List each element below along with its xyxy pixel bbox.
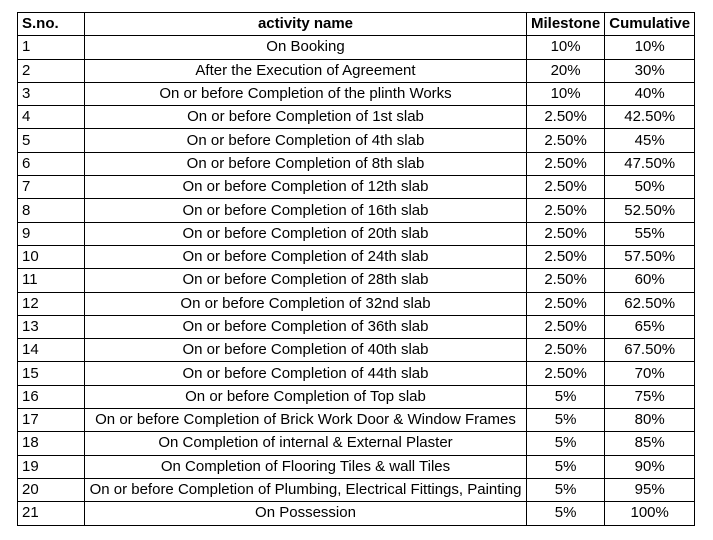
cell-activity-name: On or before Completion of Brick Work Door & Window Frames [85,409,527,432]
cell-cumulative: 42.50% [605,106,695,129]
cell-sno: 5 [18,129,85,152]
table-row [18,339,695,362]
cell-activity-name: On or before Completion of 32nd slab [85,292,527,315]
table-row [18,502,695,525]
cell-sno: 15 [18,362,85,385]
cell-cumulative: 70% [605,362,695,385]
cell-sno: 4 [18,106,85,129]
cell-cumulative: 52.50% [605,199,695,222]
table-row [18,478,695,501]
cell-cumulative: 80% [605,409,695,432]
cell-cumulative: 57.50% [605,245,695,268]
payment-schedule-sheet [17,12,695,526]
cell-cumulative: 45% [605,129,695,152]
cell-cumulative: 67.50% [605,339,695,362]
cell-sno: 2 [18,59,85,82]
cell-activity-name: On or before Completion of 1st slab [85,106,527,129]
cell-sno: 18 [18,432,85,455]
table-row [18,409,695,432]
cell-activity-name: On Booking [85,36,527,59]
cell-milestone: 5% [527,502,605,525]
cell-cumulative: 55% [605,222,695,245]
header-milestone: Milestone [527,13,605,36]
table-row [18,455,695,478]
table-row [18,245,695,268]
cell-activity-name: On or before Completion of 16th slab [85,199,527,222]
table-row [18,315,695,338]
table-body [18,36,695,525]
cell-sno: 8 [18,199,85,222]
cell-activity-name: On or before Completion of 24th slab [85,245,527,268]
cell-sno: 9 [18,222,85,245]
cell-milestone: 2.50% [527,222,605,245]
cell-cumulative: 60% [605,269,695,292]
table-row [18,129,695,152]
cell-milestone: 2.50% [527,292,605,315]
cell-sno: 10 [18,245,85,268]
cell-cumulative: 47.50% [605,152,695,175]
cell-milestone: 2.50% [527,176,605,199]
cell-sno: 1 [18,36,85,59]
cell-activity-name: On or before Completion of 44th slab [85,362,527,385]
header-row [18,13,695,36]
cell-cumulative: 10% [605,36,695,59]
cell-cumulative: 65% [605,315,695,338]
cell-milestone: 2.50% [527,199,605,222]
cell-cumulative: 50% [605,176,695,199]
cell-cumulative: 62.50% [605,292,695,315]
cell-sno: 6 [18,152,85,175]
table-row [18,292,695,315]
header-sno: S.no. [18,13,85,36]
table-row [18,36,695,59]
cell-sno: 13 [18,315,85,338]
header-activity-name: activity name [85,13,527,36]
cell-cumulative: 90% [605,455,695,478]
payment-schedule-table [17,12,695,526]
table-row [18,59,695,82]
cell-milestone: 20% [527,59,605,82]
cell-sno: 3 [18,82,85,105]
cell-milestone: 2.50% [527,269,605,292]
table-row [18,385,695,408]
cell-sno: 16 [18,385,85,408]
cell-activity-name: On or before Completion of 8th slab [85,152,527,175]
cell-activity-name: On Possession [85,502,527,525]
cell-milestone: 2.50% [527,245,605,268]
table-row [18,199,695,222]
cell-sno: 11 [18,269,85,292]
table-row [18,82,695,105]
cell-activity-name: On or before Completion of 20th slab [85,222,527,245]
cell-activity-name: On or before Completion of 28th slab [85,269,527,292]
cell-milestone: 10% [527,82,605,105]
table-row [18,176,695,199]
cell-activity-name: On Completion of internal & External Plaster [85,432,527,455]
header-cumulative: Cumulative [605,13,695,36]
cell-activity-name: After the Execution of Agreement [85,59,527,82]
cell-milestone: 2.50% [527,362,605,385]
cell-activity-name: On or before Completion of 36th slab [85,315,527,338]
cell-activity-name: On or before Completion of Top slab [85,385,527,408]
cell-cumulative: 85% [605,432,695,455]
cell-activity-name: On or before Completion of 4th slab [85,129,527,152]
cell-sno: 19 [18,455,85,478]
cell-milestone: 5% [527,385,605,408]
cell-activity-name: On or before Completion of Plumbing, Electrical Fittings, Painting [85,478,527,501]
table-row [18,432,695,455]
cell-milestone: 2.50% [527,339,605,362]
cell-milestone: 5% [527,478,605,501]
cell-milestone: 10% [527,36,605,59]
cell-sno: 12 [18,292,85,315]
cell-activity-name: On or before Completion of 12th slab [85,176,527,199]
cell-sno: 20 [18,478,85,501]
cell-cumulative: 95% [605,478,695,501]
table-row [18,152,695,175]
cell-sno: 21 [18,502,85,525]
cell-cumulative: 75% [605,385,695,408]
cell-milestone: 2.50% [527,129,605,152]
cell-cumulative: 100% [605,502,695,525]
cell-activity-name: On or before Completion of 40th slab [85,339,527,362]
table-row [18,362,695,385]
cell-milestone: 2.50% [527,106,605,129]
cell-cumulative: 40% [605,82,695,105]
cell-cumulative: 30% [605,59,695,82]
cell-milestone: 5% [527,432,605,455]
table-row [18,269,695,292]
cell-sno: 17 [18,409,85,432]
cell-milestone: 5% [527,455,605,478]
table-row [18,222,695,245]
cell-activity-name: On Completion of Flooring Tiles & wall Tiles [85,455,527,478]
cell-milestone: 2.50% [527,315,605,338]
cell-milestone: 2.50% [527,152,605,175]
cell-sno: 7 [18,176,85,199]
cell-sno: 14 [18,339,85,362]
table-row [18,106,695,129]
cell-milestone: 5% [527,409,605,432]
cell-activity-name: On or before Completion of the plinth Works [85,82,527,105]
